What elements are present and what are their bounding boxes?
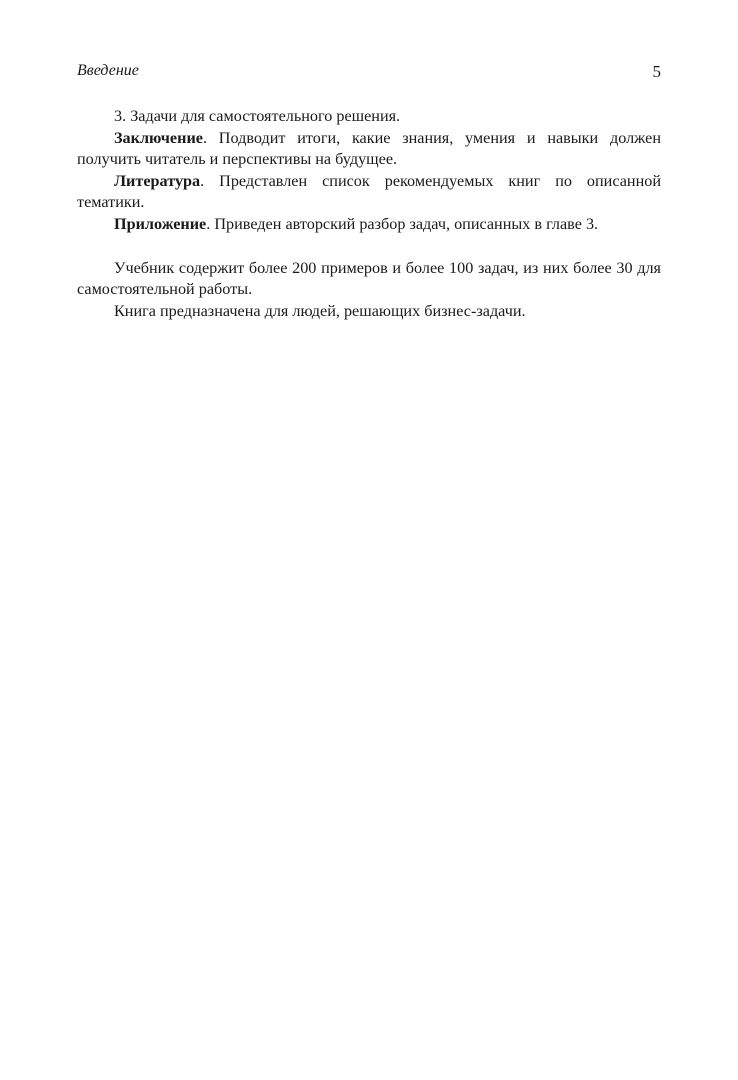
running-header bbox=[77, 62, 661, 84]
conclusion-lead: Заключение bbox=[114, 128, 203, 147]
paragraph-gap bbox=[77, 236, 661, 258]
paragraph-conclusion bbox=[77, 128, 661, 171]
page-number: 5 bbox=[652, 62, 661, 81]
appendix-text: . Приведен авторский разбор задач, описанных в главе 3. bbox=[206, 214, 599, 233]
page-body bbox=[77, 106, 661, 322]
conclusion-text: . Подводит итоги, какие знания, умения и навыки должен получить читатель и перспективы на будущее. bbox=[77, 128, 661, 169]
literature-text: . Представлен список рекомендуемых книг по описанной тематики. bbox=[77, 171, 661, 212]
appendix-lead: Приложение bbox=[114, 214, 207, 233]
paragraph-audience: Книга предназначена для людей, решающих бизнес-задачи. bbox=[114, 301, 526, 320]
paragraph-appendix bbox=[77, 214, 661, 236]
paragraph-item-3: 3. Задачи для самостоятельного решения. bbox=[114, 107, 401, 125]
paragraph-literature bbox=[77, 171, 661, 214]
literature-lead: Литература bbox=[114, 171, 201, 190]
header-title: Введение bbox=[77, 62, 139, 79]
paragraph-contents: Учебник содержит более 200 примеров и более 100 задач, из них более 30 для самостоятельной работы. bbox=[77, 258, 661, 299]
